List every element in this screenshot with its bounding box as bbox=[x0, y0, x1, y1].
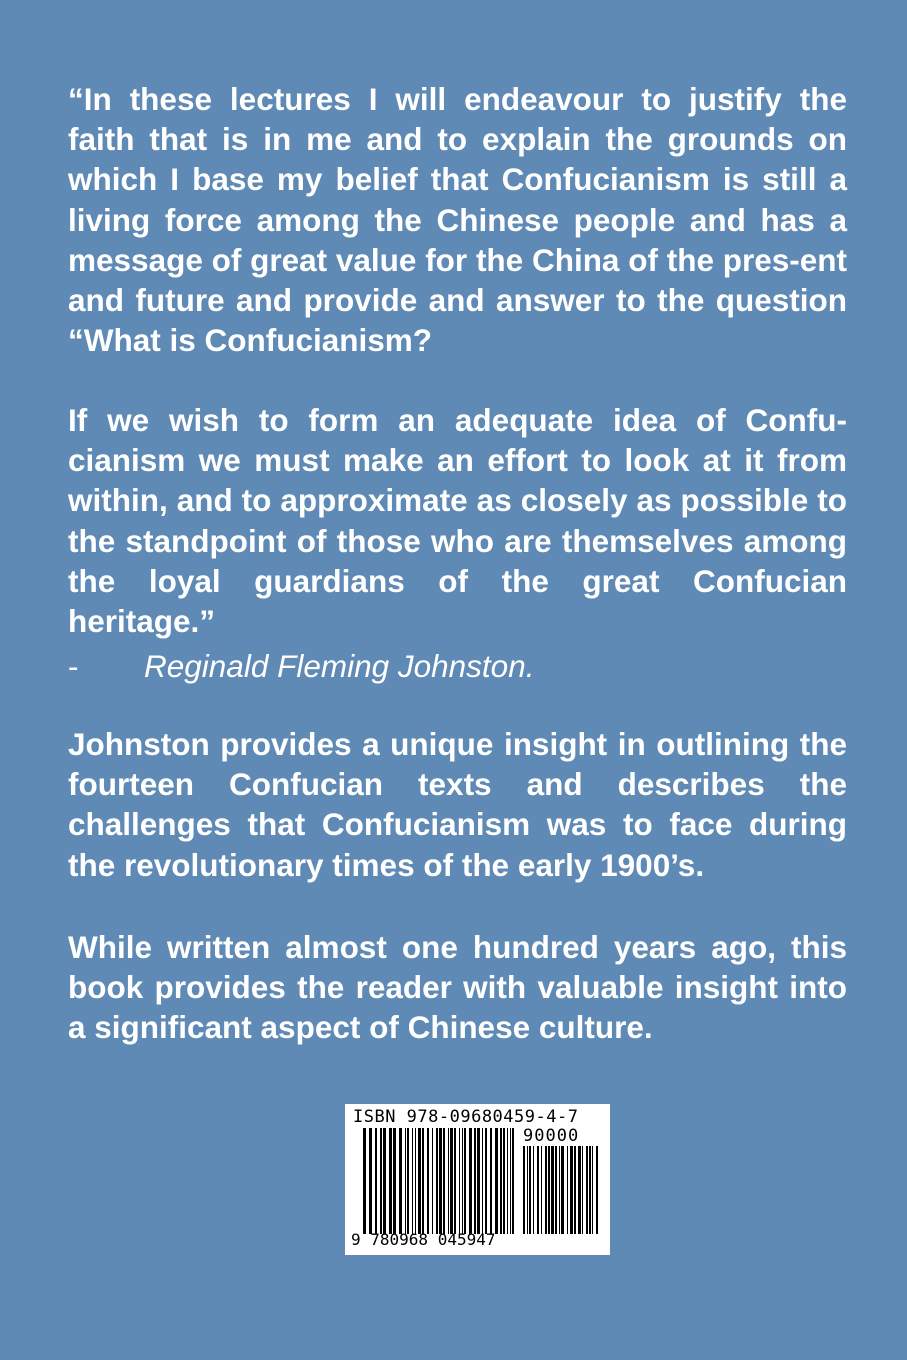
attribution-author: Reginald Fleming Johnston. bbox=[144, 648, 535, 684]
barcode-main-bars bbox=[363, 1128, 515, 1234]
ean-digits: 9 780968 045947 bbox=[351, 1230, 496, 1249]
quote-attribution bbox=[68, 646, 534, 686]
price-code: 90000 bbox=[523, 1126, 580, 1146]
blurb-paragraph-description: Johnston provides a unique insight in outlining the fourteen Confucian texts and describes the challenges that Confucianism was to face during the revolutionary times of the early 1900’s. bbox=[68, 726, 847, 883]
attribution-dash: - bbox=[68, 648, 79, 684]
isbn-barcode bbox=[345, 1104, 610, 1255]
blurb-paragraph-quote-1: “In these lectures I will endeavour to justify the faith that is in me and to explain the grounds on which I base my belief that Confucianism is still a living force among the Chinese people and has a message of great value for the China of the pres-ent and future and provide and answer to the question “What is Confucianism? bbox=[68, 81, 847, 359]
blurb-paragraph-closing: While written almost one hundred years ago, this book provides the reader with valuable insight into a significant aspect of Chinese culture. bbox=[68, 929, 847, 1046]
blurb-paragraph-quote-2: If we wish to form an adequate idea of Confu-cianism we must make an effort to look at it from within, and to approximate as closely as possible to the standpoint of those who are themselves among the loyal guardians of the great Confucian heritage.” bbox=[68, 402, 847, 640]
barcode-addon-bars bbox=[523, 1146, 601, 1234]
isbn-label: ISBN 978-09680459-4-7 bbox=[353, 1107, 579, 1127]
